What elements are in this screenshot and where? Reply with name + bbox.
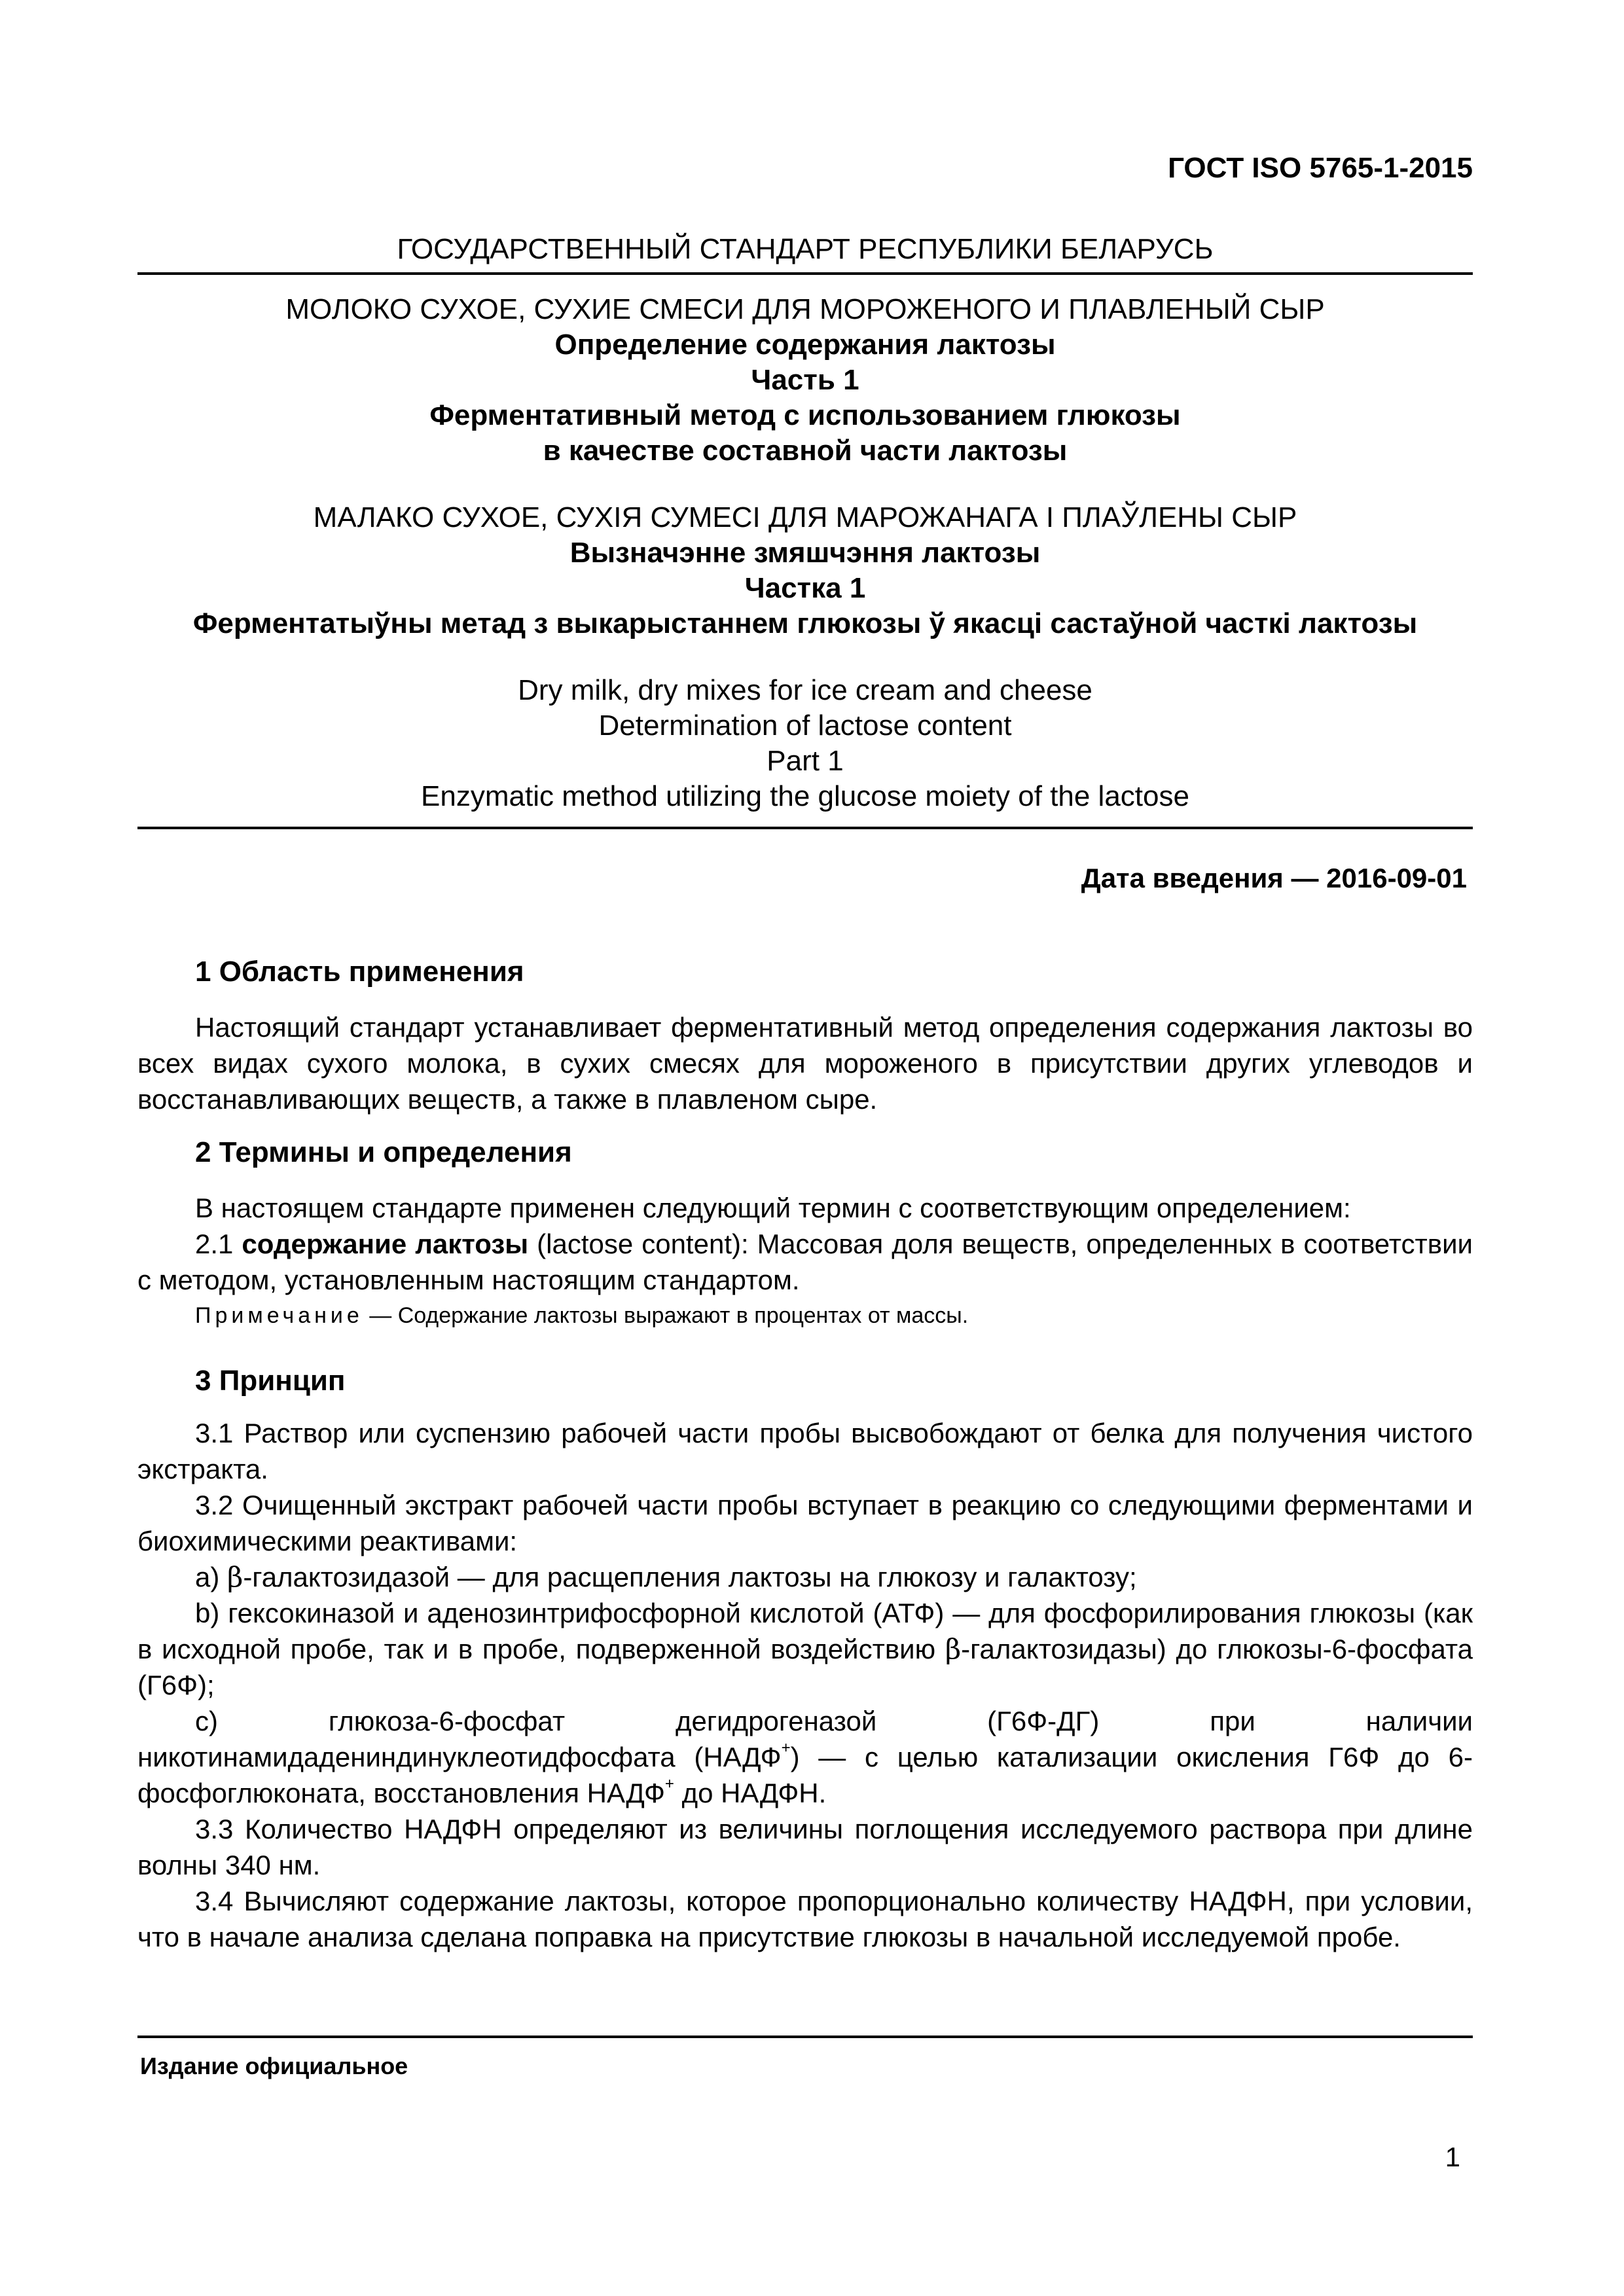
beta-symbol: β xyxy=(227,1561,244,1593)
term-definition-text: (lactose content): Массовая доля веществ, определенных в соответствии с методом, установленным настоящим стандартом. xyxy=(137,1229,1473,1295)
term-definition xyxy=(137,1226,1473,1298)
term-number: 2.1 xyxy=(195,1229,234,1259)
section-2-heading: 2 Термины и определения xyxy=(195,1136,572,1168)
title-en-line2: Determination of lactose content xyxy=(598,709,1012,742)
plus-superscript: + xyxy=(664,1775,674,1793)
item-b-text-2: -галактозидазы) до глюкозы-6-фосфата (Г6Ф); xyxy=(137,1634,1473,1700)
principle-item-b xyxy=(137,1595,1473,1703)
title-by-line3: Частка 1 xyxy=(744,572,866,604)
note-text: — Содержание лактозы выражают в процентах от массы. xyxy=(369,1303,969,1328)
title-by-line4: Ферментатыўны метад з выкарыстаннем глюкозы ў якасці састаўной часткі лактозы xyxy=(192,607,1418,639)
item-c-text-2: ) — с целью катализации окисления Г6Ф до 6-фосфоглюконата, восстановления НАДФ xyxy=(137,1742,1473,1808)
title-by-line2: Вызначэнне змяшчэння лактозы xyxy=(569,537,1041,569)
section-1-heading: 1 Область применения xyxy=(195,956,524,988)
title-en-line3: Part 1 xyxy=(767,745,844,777)
principle-item-c xyxy=(137,1703,1473,1811)
plus-superscript: + xyxy=(781,1739,791,1757)
title-ru-line4: Ферментативный метод с использованием глюкозы xyxy=(429,399,1181,431)
section-3-heading: 3 Принцип xyxy=(195,1365,346,1397)
item-c-text-3: до НАДФН. xyxy=(681,1778,827,1808)
principle-3-4: 3.4 Вычисляют содержание лактозы, которое пропорционально количеству НАДФН, при условии, что в начале анализа сделана поправка на присутствие глюкозы в начальной исследуемой пробе. xyxy=(137,1886,1473,1952)
title-ru-line2: Определение содержания лактозы xyxy=(554,329,1056,361)
term: содержание лактозы xyxy=(242,1229,529,1259)
introduction-date: Дата введения — 2016-09-01 xyxy=(1081,863,1467,893)
principle-3-2: 3.2 Очищенный экстракт рабочей части пробы вступает в реакцию со следующими ферментами и биохимическими реактивами: xyxy=(137,1490,1473,1556)
section-1-body xyxy=(137,1009,1473,1117)
header-divider xyxy=(137,272,1473,275)
note xyxy=(137,1298,1473,1334)
item-a-prefix: a) xyxy=(195,1562,220,1592)
title-ru-line5: в качестве составной части лактозы xyxy=(543,435,1068,467)
page-number: 1 xyxy=(1445,2142,1460,2172)
beta-symbol: β xyxy=(945,1633,962,1665)
item-a-text: -галактозидазой — для расщепления лактозы на глюкозу и галактозу; xyxy=(243,1562,1137,1592)
title-divider xyxy=(137,827,1473,829)
title-ru-line1: МОЛОКО СУХОЕ, СУХИЕ СМЕСИ ДЛЯ МОРОЖЕНОГО И ПЛАВЛЕНЫЙ СЫР xyxy=(285,293,1325,325)
state-standard-title: ГОСУДАРСТВЕННЫЙ СТАНДАРТ РЕСПУБЛИКИ БЕЛАРУСЬ xyxy=(397,233,1214,265)
section-3-body xyxy=(137,1415,1473,1955)
principle-3-1: 3.1 Раствор или суспензию рабочей части пробы высвобождают от белка для получения чистого экстракта. xyxy=(137,1418,1473,1484)
item-b-text-1: b) гексокиназой и аденозинтрифосфорной кислотой (АТФ) — для фосфорилирования глюкозы (как в исходной пробе, так и в пробе, подверженной воздействию xyxy=(137,1598,1473,1664)
title-by-line1: МАЛАКО СУХОЕ, СУХІЯ СУМЕСІ ДЛЯ МАРОЖАНАГА І ПЛАЎЛЕНЫ СЫР xyxy=(313,501,1297,533)
section-2-body xyxy=(137,1190,1473,1334)
note-label: Примечание xyxy=(195,1303,363,1328)
title-ru-line3: Часть 1 xyxy=(751,364,859,396)
title-en-line4: Enzymatic method utilizing the glucose moiety of the lactose xyxy=(421,780,1189,812)
section-1-paragraph: Настоящий стандарт устанавливает ферментативный метод определения содержания лактозы во всех видах сухого молока, в сухих смесях для мороженого в присутствии других углеводов и восстанавливающих веществ, а также в плавленом сыре. xyxy=(137,1012,1473,1115)
section-2-intro: В настоящем стандарте применен следующий термин с соответствующим определением: xyxy=(195,1193,1351,1223)
item-c-text-1: c) глюкоза-6-фосфат дегидрогеназой (Г6Ф-ДГ) при наличии никотинамидадениндинуклеотидфосфата (НАДФ xyxy=(137,1706,1473,1772)
document-number: ГОСТ ISO 5765-1-2015 xyxy=(1168,152,1473,184)
principle-3-3: 3.3 Количество НАДФН определяют из величины поглощения исследуемого раствора при длине волны 340 нм. xyxy=(137,1814,1473,1880)
principle-item-a xyxy=(137,1559,1473,1595)
edition-label: Издание официальное xyxy=(140,2053,408,2079)
title-en-line1: Dry milk, dry mixes for ice cream and cheese xyxy=(518,674,1092,706)
footer-divider xyxy=(137,2036,1473,2038)
